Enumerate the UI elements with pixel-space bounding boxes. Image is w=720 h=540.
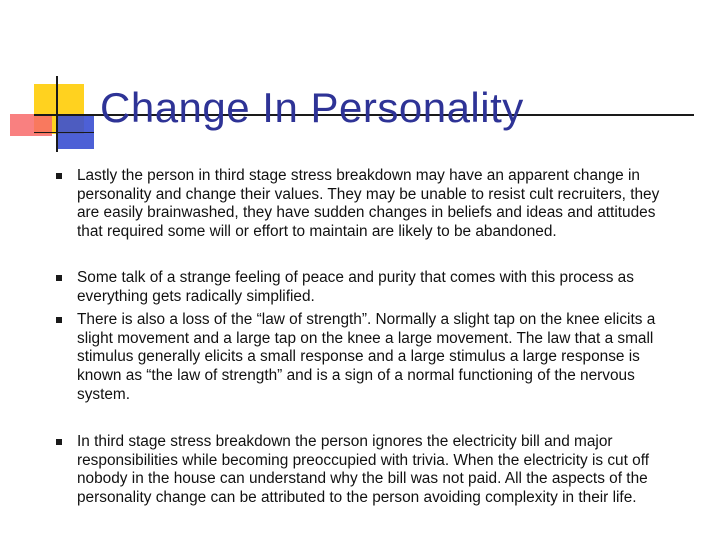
square-bullet-icon <box>56 317 62 323</box>
square-bullet-icon <box>56 173 62 179</box>
square-bullet-icon <box>56 275 62 281</box>
decor-short-line <box>34 132 94 133</box>
bullet-list <box>56 167 676 508</box>
bullet-text: In third stage stress breakdown the person ignores the electricity bill and major responsibilities while becoming preoccupied with trivia. When the electricity is cut off nobody in the house can understand why the bill was not paid. All the aspects of the personality change can be attributed to the person avoiding complexity in their life. <box>77 433 649 507</box>
slide-title: Change In Personality <box>100 84 524 131</box>
bullet-item <box>56 269 676 311</box>
bullet-text: Lastly the person in third stage stress breakdown may have an apparent change in personality and change their values. They may be unable to resist cult recruiters, they are easily brainwashed, they have sudden changes in beliefs and ideas and attitudes that required some will or effort to maintain are likely to be abandoned. <box>77 167 660 241</box>
bullet-item <box>56 167 676 269</box>
square-bullet-icon <box>56 439 62 445</box>
bullet-item <box>56 311 676 433</box>
bullet-item <box>56 433 676 508</box>
bullet-text: Some talk of a strange feeling of peace and purity that comes with this process as everything gets radically simplified. <box>77 269 634 305</box>
bullet-text: There is also a loss of the “law of strength”. Normally a slight tap on the knee elicits a slight movement and a large tap on the knee a large movement. The law that a small stimulus generally elicits a small response and a large stimulus a large response is known as “the law of strength” and is a sign of a normal functioning of the nervous system. <box>77 311 656 403</box>
